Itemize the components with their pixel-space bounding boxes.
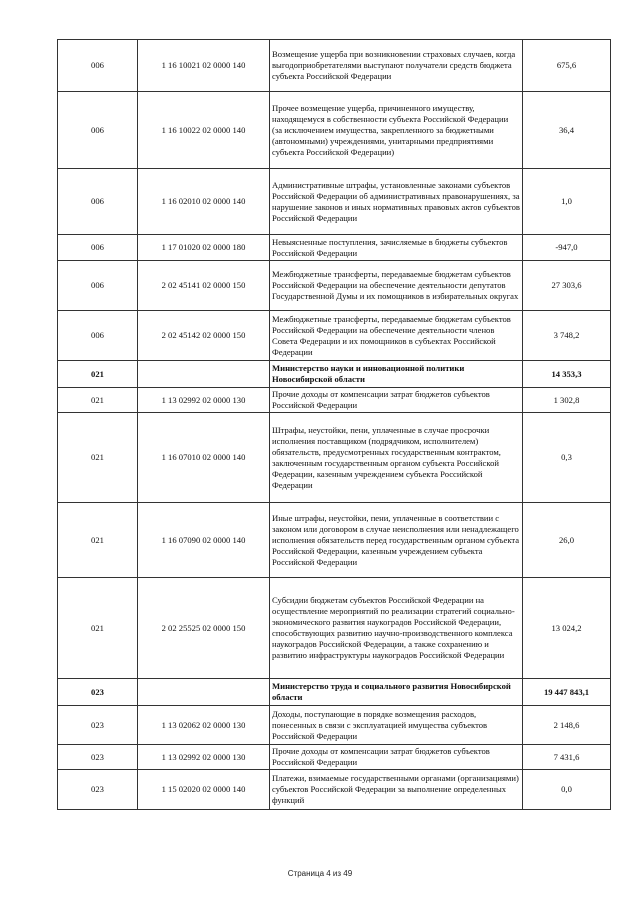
amount-cell: 1,0	[523, 169, 611, 235]
amount-cell: 7 431,6	[523, 745, 611, 770]
revenue-code-cell: 1 16 10022 02 0000 140	[138, 92, 270, 169]
admin-code-cell: 006	[58, 311, 138, 361]
table-row	[58, 92, 611, 169]
table-row	[58, 706, 611, 745]
admin-code-cell: 006	[58, 169, 138, 235]
ministry-total-cell: 14 353,3	[523, 361, 611, 388]
amount-cell: -947,0	[523, 235, 611, 261]
table-row	[58, 578, 611, 679]
revenue-code-cell: 2 02 45142 02 0000 150	[138, 311, 270, 361]
admin-code-cell: 006	[58, 92, 138, 169]
revenue-name-cell: Административные штрафы, установленные законами субъектов Российской Федерации об административных правонарушениях, за нарушение законов и иных нормативных правовых актов субъектов Российской Федерации	[270, 169, 523, 235]
amount-cell: 675,6	[523, 40, 611, 92]
revenue-code-cell: 1 16 02010 02 0000 140	[138, 169, 270, 235]
ministry-row	[58, 361, 611, 388]
table-row	[58, 745, 611, 770]
admin-code-cell: 021	[58, 388, 138, 413]
admin-code-cell: 023	[58, 745, 138, 770]
admin-code-cell: 023	[58, 679, 138, 706]
amount-cell: 2 148,6	[523, 706, 611, 745]
table-row	[58, 235, 611, 261]
admin-code-cell: 021	[58, 413, 138, 503]
revenue-name-cell: Иные штрафы, неустойки, пени, уплаченные в соответствии с законом или договором в случае неисполнения или ненадлежащего исполнения обязательств перед государственным органом субъекта Российской Федерации, казенным учреждением субъекта Российской Федерации	[270, 503, 523, 578]
admin-code-cell: 023	[58, 770, 138, 810]
revenue-code-cell: 1 16 07090 02 0000 140	[138, 503, 270, 578]
amount-cell: 13 024,2	[523, 578, 611, 679]
admin-code-cell: 006	[58, 235, 138, 261]
table-row	[58, 388, 611, 413]
amount-cell: 3 748,2	[523, 311, 611, 361]
revenue-code-cell: 1 13 02992 02 0000 130	[138, 388, 270, 413]
admin-code-cell: 006	[58, 40, 138, 92]
table-row	[58, 169, 611, 235]
table-row	[58, 503, 611, 578]
admin-code-cell: 021	[58, 503, 138, 578]
revenue-name-cell: Возмещение ущерба при возникновении страховых случаев, когда выгодоприобретателями выступают получатели средств бюджета субъекта Российской Федерации	[270, 40, 523, 92]
revenue-code-cell: 1 16 07010 02 0000 140	[138, 413, 270, 503]
ministry-row	[58, 679, 611, 706]
table-row	[58, 311, 611, 361]
revenue-code-cell: 1 13 02992 02 0000 130	[138, 745, 270, 770]
revenue-name-cell: Межбюджетные трансферты, передаваемые бюджетам субъектов Российской Федерации на обеспечение деятельности членов Совета Федерации и их помощников в субъектах Российской Федерации	[270, 311, 523, 361]
revenue-name-cell: Прочее возмещение ущерба, причиненного имуществу, находящемуся в собственности субъекта Российской Федерации (за исключением имущества, закрепленного за бюджетными (автономными) учреждениями, унитарными предприятиями субъекта Российской Федерации)	[270, 92, 523, 169]
admin-code-cell: 021	[58, 578, 138, 679]
revenue-code-cell: 2 02 25525 02 0000 150	[138, 578, 270, 679]
amount-cell: 27 303,6	[523, 261, 611, 311]
amount-cell: 0,0	[523, 770, 611, 810]
page-number: Страница 4 из 49	[287, 869, 353, 878]
revenue-code-cell: 1 15 02020 02 0000 140	[138, 770, 270, 810]
ministry-name-cell: Министерство науки и инновационной политики Новосибирской области	[270, 361, 523, 388]
revenue-name-cell: Субсидии бюджетам субъектов Российской Федерации на осуществление мероприятий по реализации стратегий социально-экономического развития наукоградов Российской Федерации, способствующих развитию научно-производственного комплекса наукоградов Российской Федерации, а также сохранению и развитию инфраструктуры наукоградов Российской Федерации	[270, 578, 523, 679]
admin-code-cell: 006	[58, 261, 138, 311]
revenue-code-cell: 2 02 45141 02 0000 150	[138, 261, 270, 311]
amount-cell: 36,4	[523, 92, 611, 169]
amount-cell: 1 302,8	[523, 388, 611, 413]
budget-revenue-table	[57, 39, 611, 810]
revenue-code-cell: 1 17 01020 02 0000 180	[138, 235, 270, 261]
table-row	[58, 261, 611, 311]
revenue-name-cell: Невыясненные поступления, зачисляемые в бюджеты субъектов Российской Федерации	[270, 235, 523, 261]
admin-code-cell: 023	[58, 706, 138, 745]
revenue-code-cell	[138, 361, 270, 388]
ministry-total-cell: 19 447 843,1	[523, 679, 611, 706]
revenue-name-cell: Платежи, взимаемые государственными органами (организациями) субъектов Российской Федерации за выполнение определенных функций	[270, 770, 523, 810]
revenue-name-cell: Прочие доходы от компенсации затрат бюджетов субъектов Российской Федерации	[270, 388, 523, 413]
revenue-code-cell	[138, 679, 270, 706]
revenue-name-cell: Межбюджетные трансферты, передаваемые бюджетам субъектов Российской Федерации на обеспечение деятельности депутатов Государственной Думы и их помощников в избирательных округах	[270, 261, 523, 311]
revenue-name-cell: Прочие доходы от компенсации затрат бюджетов субъектов Российской Федерации	[270, 745, 523, 770]
amount-cell: 26,0	[523, 503, 611, 578]
ministry-name-cell: Министерство труда и социального развития Новосибирской области	[270, 679, 523, 706]
table-row	[58, 40, 611, 92]
revenue-code-cell: 1 16 10021 02 0000 140	[138, 40, 270, 92]
revenue-name-cell: Штрафы, неустойки, пени, уплаченные в случае просрочки исполнения поставщиком (подрядчиком, исполнителем) обязательств, предусмотренных государственным контрактом, заключенным государственным органом субъекта Российской Федерации, казенным учреждением субъекта Российской Федерации	[270, 413, 523, 503]
amount-cell: 0,3	[523, 413, 611, 503]
admin-code-cell: 021	[58, 361, 138, 388]
revenue-name-cell: Доходы, поступающие в порядке возмещения расходов, понесенных в связи с эксплуатацией имущества субъектов Российской Федерации	[270, 706, 523, 745]
revenue-code-cell: 1 13 02062 02 0000 130	[138, 706, 270, 745]
table-row	[58, 770, 611, 810]
table-row	[58, 413, 611, 503]
